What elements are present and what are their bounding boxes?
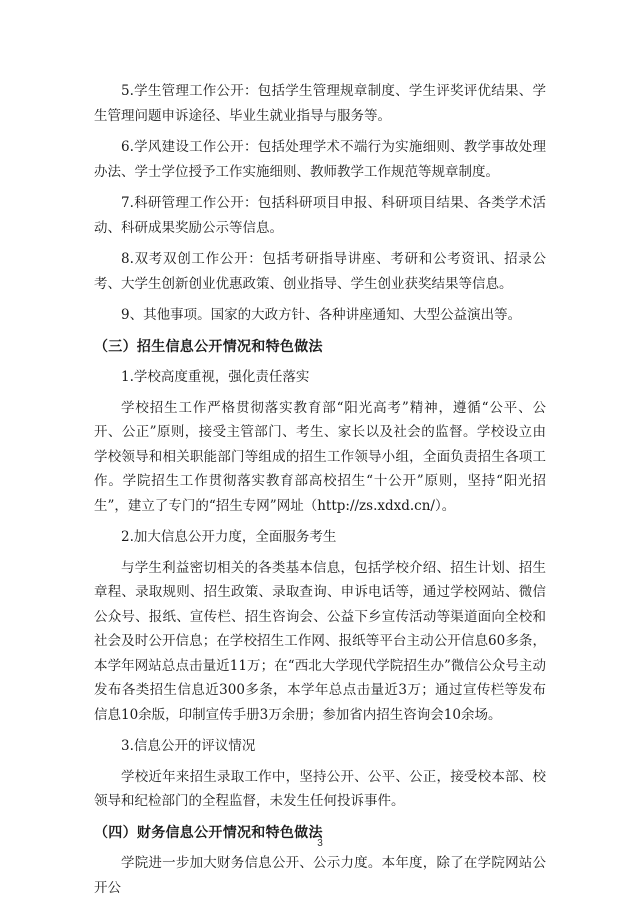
paragraph: 7.科研管理工作公开：包括科研项目申报、科研项目结果、各类学术活动、科研成果奖励公示等信息。 bbox=[94, 195, 546, 236]
paragraph: 8.双考双创工作公开：包括考研指导讲座、考研和公考资讯、招录公考、大学生创新创业优惠政策、创业指导、学生创业获奖结果等信息。 bbox=[94, 251, 546, 292]
paragraph: 9、其他事项。国家的大政方针、各种讲座通知、大型公益演出等。 bbox=[121, 307, 522, 323]
subsection-heading: 2.加大信息公开力度，全面服务考生 bbox=[121, 529, 337, 545]
section-heading: （三）招生信息公开情况和特色做法 bbox=[94, 338, 323, 355]
paragraph: 与学生利益密切相关的各类基本信息，包括学校介绍、招生计划、招生章程、录取规则、招生政策、录取查询、申诉电话等，通过学校网站、微信公众号、报纸、宣传栏、招生咨询会、公益下乡宣传活动等渠道面向全校和社会及时公开信息；在学校招生工作网、报纸等平台主动公开信息60多条，本学年网站总点击量近11万；在“西北大学现代学院招生办”微信公众号主动发布各类招生信息近300多条，本学年总点击量近3万；通过宣传栏等发布信息10余版，印制宣传手册3万余册；参加省内招生咨询会10余场。 bbox=[94, 559, 546, 723]
paragraph: 5.学生管理工作公开：包括学生管理规章制度、学生评奖评优结果、学生管理问题申诉途径、毕业生就业指导与服务等。 bbox=[94, 83, 546, 124]
subsection-heading: 1.学校高度重视，强化责任落实 bbox=[121, 369, 310, 385]
document-body bbox=[94, 79, 546, 907]
page-number: 3 bbox=[317, 838, 323, 849]
section-heading: （四）财务信息公开情况和特色做法 bbox=[94, 824, 323, 841]
paragraph: 学校近年来招生录取工作中，坚持公开、公平、公正，接受校本部、校领导和纪检部门的全程监督，未发生任何投诉事件。 bbox=[94, 768, 546, 809]
paragraph: 学院进一步加大财务信息公开、公示力度。本年度，除了在学院网站公开公 bbox=[94, 855, 546, 896]
subsection-heading: 3.信息公开的评议情况 bbox=[121, 738, 256, 754]
paragraph: 学校招生工作严格贯彻落实教育部“阳光高考”精神，遵循“公平、公开、公正”原则，接受主管部门、考生、家长以及社会的监督。学校设立由学校领导和相关职能部门等组成的招生工作领导小组，全面负责招生各项工作。学院招生工作贯彻落实教育部高校招生“十公开”原则，坚持“阳光招生”，建立了专门的“招生专网”网址（http://zs.xdxd.cn/）。 bbox=[94, 399, 546, 514]
paragraph: 6.学风建设工作公开：包括处理学术不端行为实施细则、教学事故处理办法、学士学位授予工作实施细则、教师教学工作规范等规章制度。 bbox=[94, 139, 546, 180]
